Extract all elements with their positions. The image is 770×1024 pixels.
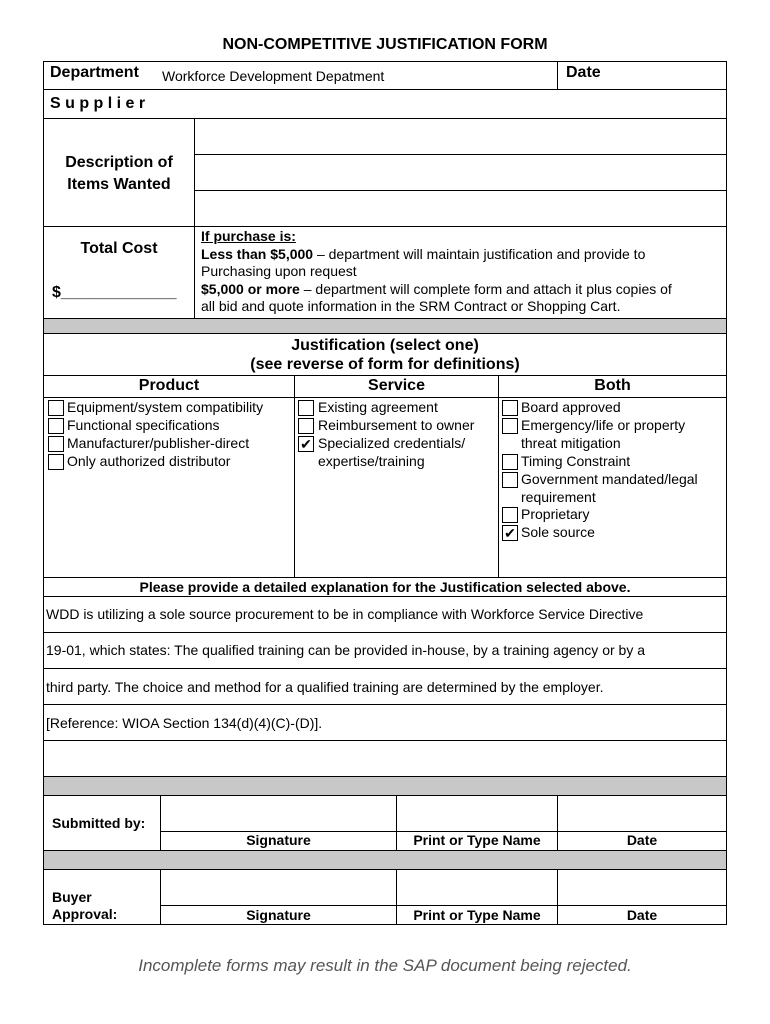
purchase-instructions: If purchase is: Less than $5,000 – department will maintain justification and provide to Purchasing upon request $5,000 or more – department will complete form and attach it plus copies of all bid and quote information in the SRM Contract or Shopping Cart. [201,228,672,314]
buyer-name-caption: Print or Type Name [413,907,541,923]
product-option-label: Equipment/system compatibility [67,399,264,415]
both-option-label: Emergency/life or property threat mitigation [521,417,686,451]
department-label: Department [50,64,139,81]
explanation-line-1[interactable]: WDD is utilizing a sole source procurement to be in compliance with Workforce Service Directive [46,606,644,622]
form-title: NON-COMPETITIVE JUSTIFICATION FORM [222,36,548,53]
justification-heading: Justification (select one) (see reverse of form for definitions) [250,337,520,373]
submitted-signature-caption: Signature [246,832,311,848]
both-checkbox-emergency[interactable] [502,418,518,434]
description-line-3[interactable] [195,191,726,225]
buyer-signature-caption: Signature [246,907,311,923]
buyer-date-field[interactable] [558,870,726,905]
both-checkbox-government[interactable] [502,472,518,488]
check-mark-icon: ✔ [300,436,312,452]
explanation-prompt: Please provide a detailed explanation for the Justification selected above. [139,579,631,595]
submitted-name-caption: Print or Type Name [413,832,541,848]
service-checkbox-existing[interactable] [298,400,314,416]
explanation-line-3[interactable]: third party. The choice and method for a qualified training are determined by the employer. [46,679,604,695]
description-label: Description of Items Wanted [65,154,173,193]
supplier-label: S u p p l i e r [50,95,146,112]
product-option-label: Functional specifications [67,417,220,433]
both-checkbox-board[interactable] [502,400,518,416]
description-line-2[interactable] [195,155,726,190]
explanation-line-2[interactable]: 19-01, which states: The qualified training can be provided in-house, by a training agency or by a [46,642,645,658]
service-option-label: Existing agreement [318,399,438,415]
both-option-label: Sole source [521,524,595,540]
footer-note: Incomplete forms may result in the SAP document being rejected. [138,956,632,975]
product-option-label: Only authorized distributor [67,453,231,469]
submitted-by-label: Submitted by: [52,815,146,831]
buyer-approval-label: Buyer Approval: [52,889,118,922]
both-checkbox-proprietary[interactable] [502,507,518,523]
explanation-line-5[interactable] [46,751,726,773]
service-option-label: Specialized credentials/ expertise/training [318,435,466,469]
date-field[interactable] [620,62,726,89]
both-checkbox-timing[interactable] [502,454,518,470]
both-option-label: Board approved [521,399,621,415]
product-checkbox-equipment[interactable] [48,400,64,416]
both-option-label: Timing Constraint [521,453,631,469]
separator-band [44,851,726,869]
service-checkbox-reimbursement[interactable] [298,418,314,434]
date-label: Date [566,64,601,81]
buyer-signature-field[interactable] [161,870,396,905]
check-mark-icon: ✔ [504,525,516,541]
service-checkbox-specialized[interactable] [298,436,314,452]
explanation-line-4[interactable]: [Reference: WIOA Section 134(d)(4)(C)-(D)]. [46,715,323,731]
product-checkbox-manufacturer[interactable] [48,436,64,452]
supplier-field[interactable] [170,90,726,118]
product-checkbox-distributor[interactable] [48,454,64,470]
column-both: Both [594,377,631,394]
product-option-label: Manufacturer/publisher-direct [67,435,250,451]
total-cost-field[interactable]: $_____________ [52,284,177,301]
column-product: Product [138,377,200,394]
buyer-date-caption: Date [626,907,658,923]
separator-band [44,777,726,795]
separator-band [44,319,726,333]
product-checkbox-functional[interactable] [48,418,64,434]
column-service: Service [368,377,425,394]
department-field[interactable]: Workforce Development Depatment [162,68,385,84]
buyer-name-field[interactable] [397,870,557,905]
submitted-date-caption: Date [626,832,658,848]
total-cost-label: Total Cost [80,240,158,257]
both-checkbox-sole-source[interactable] [502,525,518,541]
service-option-label: Reimbursement to owner [318,417,475,433]
both-option-label: Government mandated/legal requirement [521,471,698,505]
description-line-1[interactable] [195,119,726,154]
both-option-label: Proprietary [521,506,590,522]
submitted-date-field[interactable] [558,796,726,831]
submitted-signature-field[interactable] [161,796,396,831]
submitted-name-field[interactable] [397,796,557,831]
